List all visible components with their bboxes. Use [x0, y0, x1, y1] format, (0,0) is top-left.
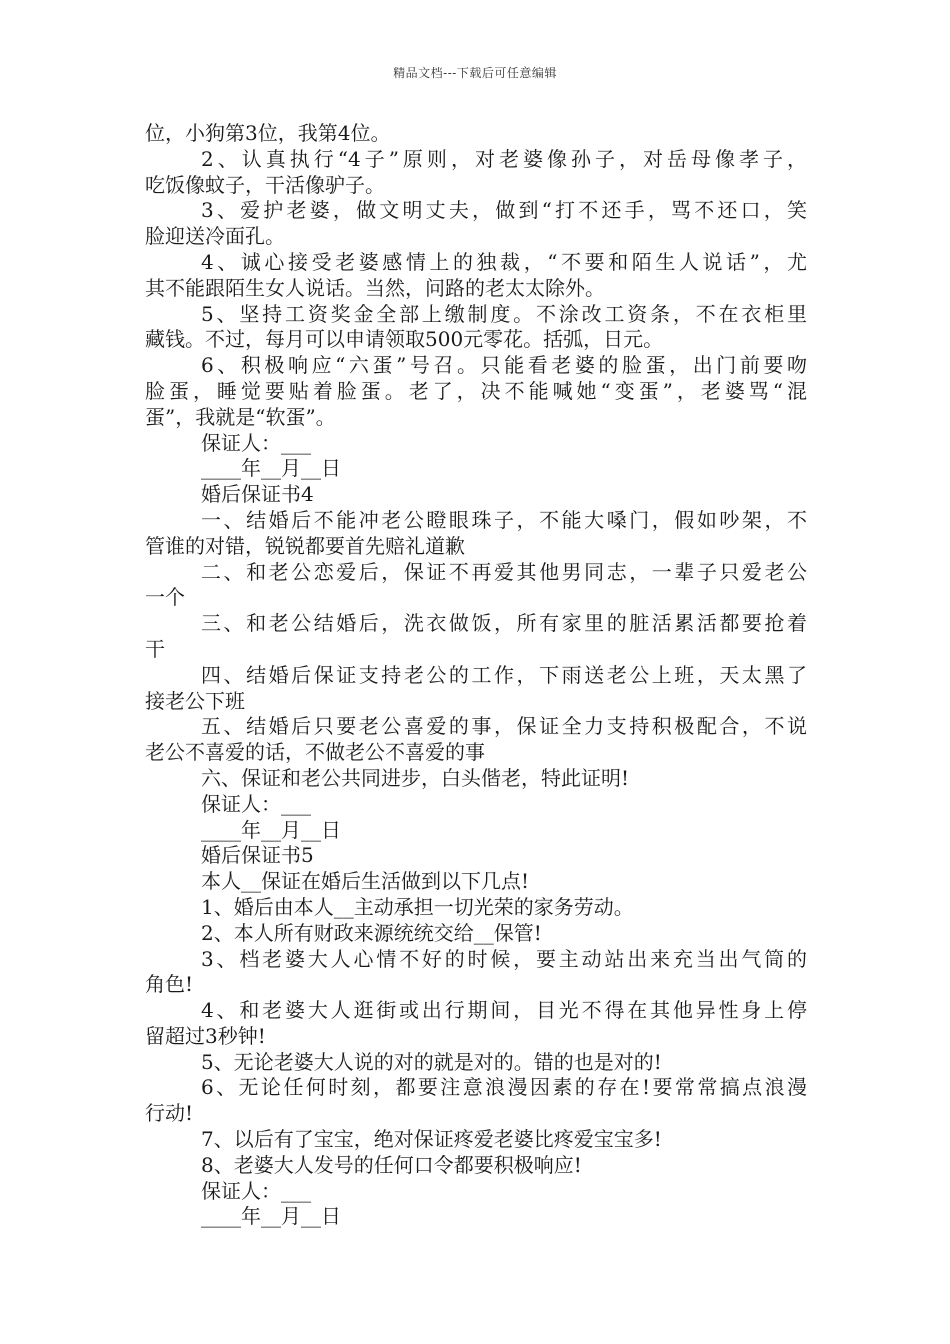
- text-line: 三、和老公结婚后，洗衣做饭，所有家里的脏活累活都要抢着: [201, 611, 807, 636]
- text-line: 管谁的对错，锐锐都要首先赔礼道歉: [145, 533, 465, 558]
- text-line: 3、档老婆大人心情不好的时候，要主动站出来充当出气筒的: [201, 946, 807, 971]
- date-line: ____年__月__日: [201, 1204, 341, 1229]
- text-line: 3、爱护老婆，做文明丈夫，做到“打不还手，骂不还口，笑: [201, 198, 807, 223]
- text-line: 老公不喜爱的话，不做老公不喜爱的事: [145, 740, 485, 765]
- guarantor-signature-line: 保证人：___: [201, 430, 311, 455]
- text-line: 2、认真执行“4子”原则，对老婆像孙子，对岳母像孝子，: [201, 146, 807, 171]
- text-line: 5、无论老婆大人说的对的就是对的。错的也是对的!: [201, 1049, 662, 1074]
- text-line: 其不能跟陌生女人说话。当然，问路的老太太除外。: [145, 275, 605, 300]
- section-title: 婚后保证书4: [201, 482, 314, 507]
- text-line: 四、结婚后保证支持老公的工作，下雨送老公上班，天太黑了: [201, 662, 807, 687]
- text-line: 行动!: [145, 1101, 194, 1126]
- text-line: 二、和老公恋爱后，保证不再爱其他男同志，一辈子只爱老公: [201, 559, 807, 584]
- text-line: 7、以后有了宝宝，绝对保证疼爱老婆比疼爱宝宝多!: [201, 1127, 662, 1152]
- date-line: ____年__月__日: [201, 817, 341, 842]
- text-line: 6、无论任何时刻，都要注意浪漫因素的存在!要常常搞点浪漫: [201, 1075, 807, 1100]
- text-line: 2、本人所有财政来源统统交给__保管!: [201, 920, 542, 945]
- date-line: ____年__月__日: [201, 456, 341, 481]
- document-body: [145, 121, 807, 1230]
- text-line: 4、和老婆大人逛街或出行期间，目光不得在其他异性身上停: [201, 998, 807, 1023]
- text-line: 留超过3秒钟!: [145, 1023, 266, 1048]
- text-line: 8、老婆大人发号的任何口令都要积极响应!: [201, 1152, 582, 1177]
- text-line: 藏钱。不过，每月可以申请领取500元零花。括弧，日元。: [145, 327, 664, 352]
- text-line: 吃饭像蚊子，干活像驴子。: [145, 172, 385, 197]
- guarantor-signature-line: 保证人：___: [201, 791, 311, 816]
- text-line: 五、结婚后只要老公喜爱的事，保证全力支持积极配合，不说: [201, 714, 807, 739]
- text-line: 4、诚心接受老婆感情上的独裁，“不要和陌生人说话”，尤: [201, 249, 807, 274]
- text-line: 位，小狗第3位，我第4位。: [145, 121, 391, 145]
- page-header: 精品文档---下载后可任意编辑: [393, 66, 557, 80]
- text-line: 脸迎送冷面孔。: [145, 224, 285, 249]
- text-line: 一、结婚后不能冲老公瞪眼珠子，不能大嗓门，假如吵架，不: [201, 507, 807, 532]
- text-line: 角色!: [145, 972, 194, 997]
- text-line: 六、保证和老公共同进步，白头偕老，特此证明!: [201, 765, 630, 790]
- text-line: 本人__保证在婚后生活做到以下几点!: [201, 869, 530, 894]
- text-line: 一个: [145, 585, 185, 610]
- guarantor-signature-line: 保证人：___: [201, 1178, 311, 1203]
- text-line: 干: [145, 636, 165, 661]
- text-line: 接老公下班: [145, 688, 245, 713]
- text-line: 6、积极响应“六蛋”号召。只能看老婆的脸蛋，出门前要吻: [201, 353, 807, 378]
- text-line: 脸蛋，睡觉要贴着脸蛋。老了，决不能喊她“变蛋”，老婆骂“混: [145, 378, 807, 403]
- text-line: 1、婚后由本人__主动承担一切光荣的家务劳动。: [201, 894, 634, 919]
- text-line: 蛋”，我就是“软蛋”。: [145, 404, 336, 429]
- section-title: 婚后保证书5: [201, 843, 314, 868]
- text-line: 5、坚持工资奖金全部上缴制度。不涂改工资条，不在衣柜里: [201, 301, 807, 326]
